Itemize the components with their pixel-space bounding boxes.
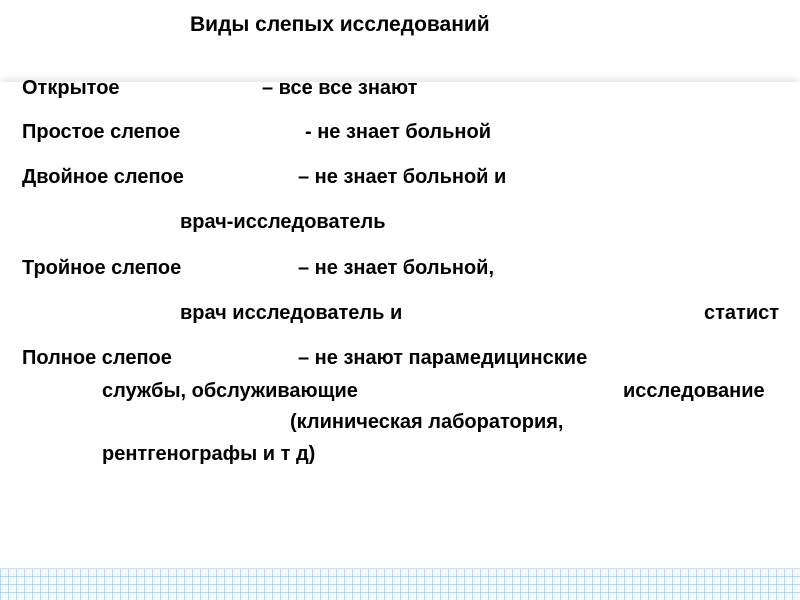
triple-blind-description-line2-tail: статист — [704, 302, 780, 324]
double-blind-description-line1: – не знает больной и — [298, 166, 507, 188]
bottom-grid-strip — [0, 568, 800, 600]
full-blind-description-line3: (клиническая лаборатория, — [290, 411, 564, 433]
open-description: – все все знают — [262, 77, 418, 99]
full-blind-description-line1: – не знают парамедицинские — [298, 347, 588, 369]
content-panel — [0, 82, 800, 568]
full-blind-label: Полное слепое — [22, 347, 172, 369]
simple-blind-label: Простое слепое — [22, 121, 181, 143]
full-blind-description-line2: службы, обслуживающие — [102, 380, 358, 402]
slide-title: Виды слепых исследований — [190, 13, 490, 36]
double-blind-description-line2: врач-исследователь — [180, 211, 386, 233]
triple-blind-description-line2: врач исследователь и — [180, 302, 403, 324]
open-label: Открытое — [22, 77, 120, 99]
triple-blind-description-line1: – не знает больной, — [298, 257, 495, 279]
triple-blind-label: Тройное слепое — [22, 257, 182, 279]
double-blind-label: Двойное слепое — [22, 166, 184, 188]
full-blind-description-line4: рентгенографы и т д) — [102, 443, 316, 465]
simple-blind-description: - не знает больной — [305, 121, 491, 143]
full-blind-description-line2-tail: исследование — [623, 380, 765, 402]
